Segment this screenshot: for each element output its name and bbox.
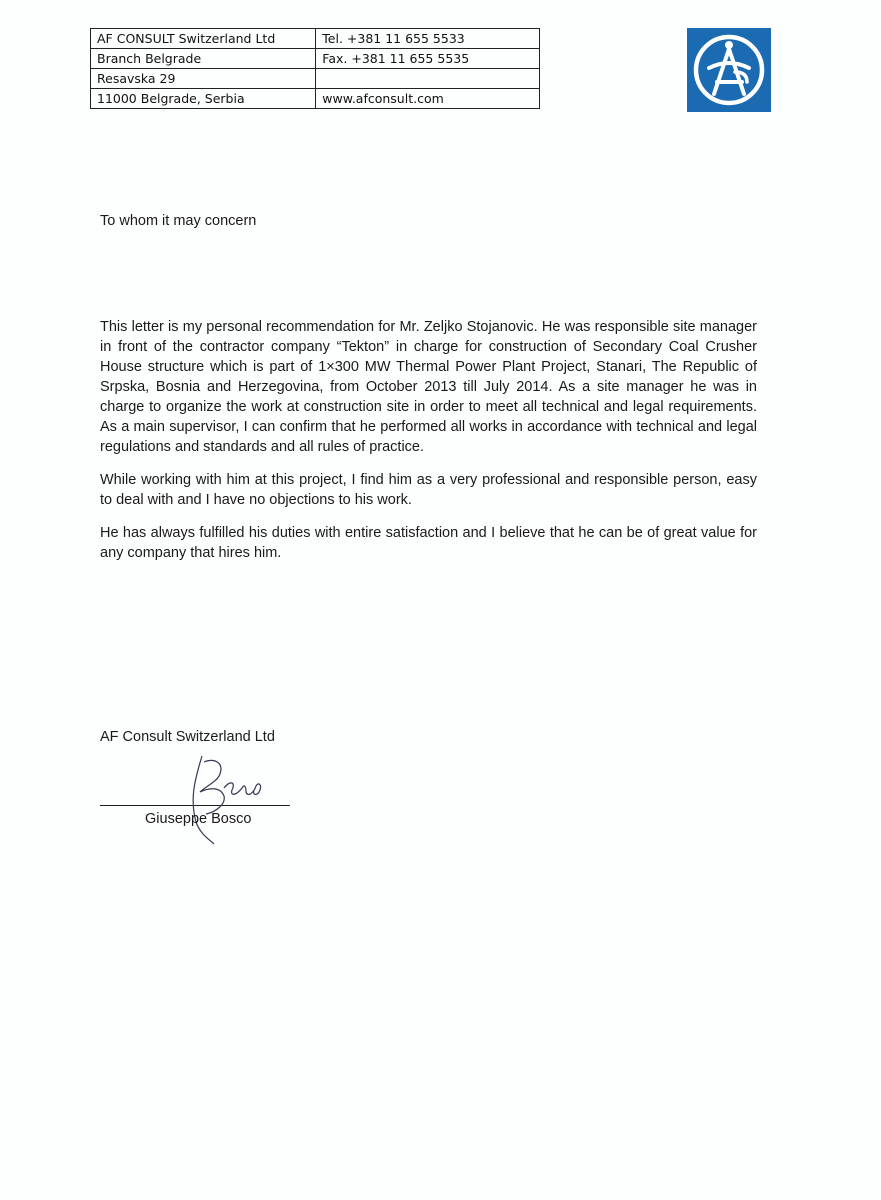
address-row [91,89,540,109]
signer-name: Giuseppe Bosco [145,811,252,827]
address-table [90,28,540,109]
handwritten-signature-icon [180,752,280,847]
company-name: AF Consult Switzerland Ltd [100,729,275,745]
address-row [91,69,540,89]
address-cell: Resavska 29 [91,69,316,89]
body-paragraph: While working with him at this project, I find him as a very professional and responsible person, easy to deal with and I have no objections to his work. [100,472,757,508]
body-paragraph: He has always fulfilled his duties with entire satisfaction and I believe that he can be of great value for any company that hires him. [100,525,757,561]
contact-cell [316,69,540,89]
address-row [91,49,540,69]
address-row [91,29,540,49]
body-paragraph: This letter is my personal recommendation for Mr. Zeljko Stojanovic. He was responsible site manager in front of the contractor company “Tekton” in charge for construction of Secondary Coal Crusher House structure which is part of 1×300 MW Thermal Power Plant Project, Stanari, The Republic of Srpska, Bosnia and Herzegovina, from October 2013 till July 2014. As a site manager he was in charge to organize the work at construction site in order to meet all technical and legal requirements. As a main supervisor, I can confirm that he performed all works in accordance with technical and legal regulations and standards and all rules of practice. [100,319,757,455]
contact-cell: Fax. +381 11 655 5535 [316,49,540,69]
address-cell: Branch Belgrade [91,49,316,69]
address-cell: 11000 Belgrade, Serbia [91,89,316,109]
contact-cell: Tel. +381 11 655 5533 [316,29,540,49]
address-cell: AF CONSULT Switzerland Ltd [91,29,316,49]
letter-body [100,317,757,576]
af-logo-icon [687,28,771,112]
website-cell: www.afconsult.com [316,89,540,109]
salutation: To whom it may concern [100,213,257,229]
